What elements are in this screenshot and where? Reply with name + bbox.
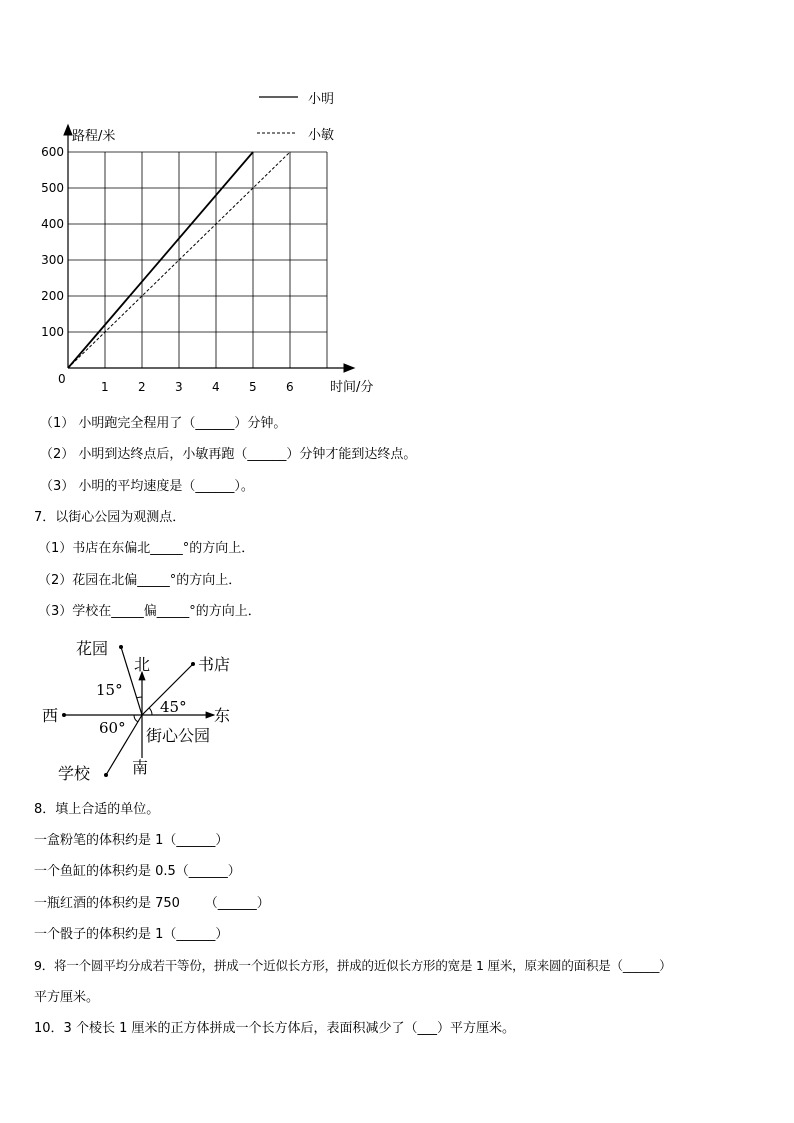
q8-item-2: 一个鱼缸的体积约是 0.5（______）	[34, 864, 241, 879]
y-tick-label: 300	[41, 253, 64, 267]
chart-grid	[68, 152, 327, 368]
q8-item-4: 一个骰子的体积约是 1（______）	[34, 927, 229, 942]
compass-diagram	[0, 630, 300, 790]
q9-line-1: 9．将一个圆平均分成若干等份，拼成一个近似长方形，拼成的近似长方形的宽是 1 厘米，原来圆的面积是（______）	[34, 958, 672, 973]
distance-time-chart	[0, 0, 794, 410]
q7-item-1: （1）书店在东偏北_____°的方向上．	[38, 541, 255, 556]
compass-east-label: 东	[214, 706, 231, 725]
y-tick-label: 100	[41, 325, 64, 339]
x-tick-label: 4	[212, 380, 220, 394]
flower-garden-label: 花园	[76, 639, 109, 658]
bookstore-label: 书店	[198, 655, 231, 674]
y-tick-labels	[41, 145, 64, 339]
x-tick-label: 3	[175, 380, 183, 394]
x-tick-label: 6	[286, 380, 294, 394]
y-tick-label: 200	[41, 289, 64, 303]
q7-item-3: （3）学校在_____偏_____°的方向上．	[38, 604, 261, 619]
y-tick-label: 500	[41, 181, 64, 195]
angle-arc-60	[134, 715, 138, 722]
q7-title: 7．以街心公园为观测点．	[34, 510, 186, 525]
q6-item-3: （3） 小明的平均速度是（______）。	[40, 479, 254, 494]
q10-text: 10．3 个棱长 1 厘米的正方体拼成一个长方体后，表面积减少了（___）平方厘米。	[34, 1021, 515, 1036]
origin-label: 0	[58, 372, 66, 386]
y-axis-label: 路程/米	[72, 129, 116, 144]
angle-15-label: 15°	[96, 681, 123, 699]
q6-item-2: （2） 小明到达终点后，小敏再跑（______）分钟才能到达终点。	[40, 447, 417, 462]
legend	[257, 92, 334, 143]
school-label: 学校	[58, 764, 91, 783]
compass-south-label: 南	[132, 758, 149, 777]
compass-north-label: 北	[134, 655, 151, 674]
x-tick-label: 1	[101, 380, 109, 394]
x-axis-label: 时间/分	[330, 380, 374, 395]
q8-item-1: 一盒粉笔的体积约是 1（______）	[34, 833, 229, 848]
x-tick-labels	[101, 380, 294, 394]
q6-item-1: （1） 小明跑完全程用了（______）分钟。	[40, 416, 287, 431]
q8-item-3: 一瓶红酒的体积约是 750 （______）	[34, 896, 270, 911]
angle-arc-15	[137, 697, 142, 698]
compass-west-label: 西	[42, 706, 59, 725]
school-dot	[104, 773, 108, 777]
legend-label-xiaoming: 小明	[308, 92, 335, 107]
flower-garden-dot	[119, 645, 123, 649]
x-tick-label: 2	[138, 380, 146, 394]
angle-60-label: 60°	[99, 719, 126, 737]
q7-item-2: （2）花园在北偏_____°的方向上．	[38, 573, 242, 588]
q8-title: 8．填上合适的单位。	[34, 802, 160, 817]
park-center-label: 街心公园	[146, 726, 211, 745]
angle-arc-45	[149, 708, 152, 715]
q9-line-2: 平方厘米。	[34, 990, 100, 1005]
bookstore-dot	[191, 662, 195, 666]
x-tick-label: 5	[249, 380, 257, 394]
legend-label-xiaomin: 小敏	[308, 128, 335, 143]
west-dot	[62, 713, 66, 717]
y-tick-label: 400	[41, 217, 64, 231]
angle-45-label: 45°	[160, 698, 187, 716]
y-tick-label: 600	[41, 145, 64, 159]
